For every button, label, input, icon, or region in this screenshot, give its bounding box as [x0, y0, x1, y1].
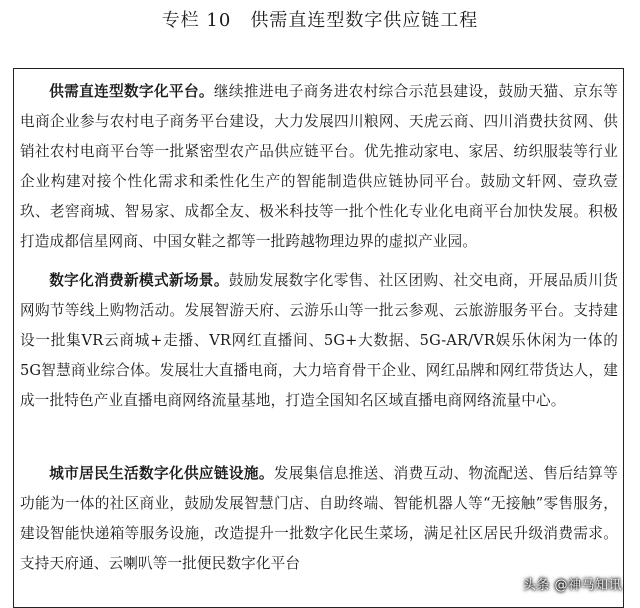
section-paragraph — [20, 77, 618, 257]
section-body: 鼓励发展数字化零售、社区团购、社交电商，开展品质川货网购节等线上购物活动。发展智游天府、云游乐山等一批云参观、云旅游服务平台。支持建设一批集VR云商城+走播、VR网红直播间、5G+大数据、5G-AR/VR娱乐休闲为一体的5G智慧商业综合体。发展壮大直播电商，大力培育骨干企业、网红品牌和网红带货达人，建成一批特色产业直播电商网络流量基地，打造全国知名区域直播电商网络流量中心。 — [20, 272, 618, 409]
section-body: 继续推进电子商务进农村综合示范县建设，鼓励天猫、京东等电商企业参与农村电子商务平台建设，大力发展四川粮网、天虎云商、四川消费扶贫网、供销社农村电商平台等一批紧密型农产品供应链平台。优先推动家电、家居、纺织服装等行业企业构建对接个性化需求和柔性化生产的智能制造供应链协同平台。鼓励文轩网、壹玖壹玖、老窖商城、智易家、成都全友、极米科技等一批个性化专业化电商平台加快发展。积极打造成都信星网商、中国女鞋之都等一批跨越物理边界的虚拟产业园。 — [20, 83, 618, 250]
page-title: 专栏 10 供需直连型数字供应链工程 — [161, 10, 479, 31]
section-body: 发展集信息推送、消费互动、物流配送、售后结算等功能为一体的社区商业，鼓励发展智慧门店、自助终端、智能机器人等“无接触”零售服务，建设智能快递箱等服务设施，改造提升一批数字化民生菜场，满足社区居民升级消费需求。支持天府通、云喇叭等一批便民数字化平台 — [20, 465, 618, 572]
section-paragraph — [20, 459, 618, 579]
section-heading: 数字化消费新模式新场景。 — [49, 272, 229, 289]
section-paragraph — [20, 266, 618, 416]
source-watermark: 头条 @神马知讯 — [522, 578, 622, 593]
content-box — [13, 68, 624, 608]
section-heading: 城市居民生活数字化供应链设施。 — [49, 465, 274, 482]
section-heading: 供需直连型数字化平台。 — [49, 83, 214, 100]
